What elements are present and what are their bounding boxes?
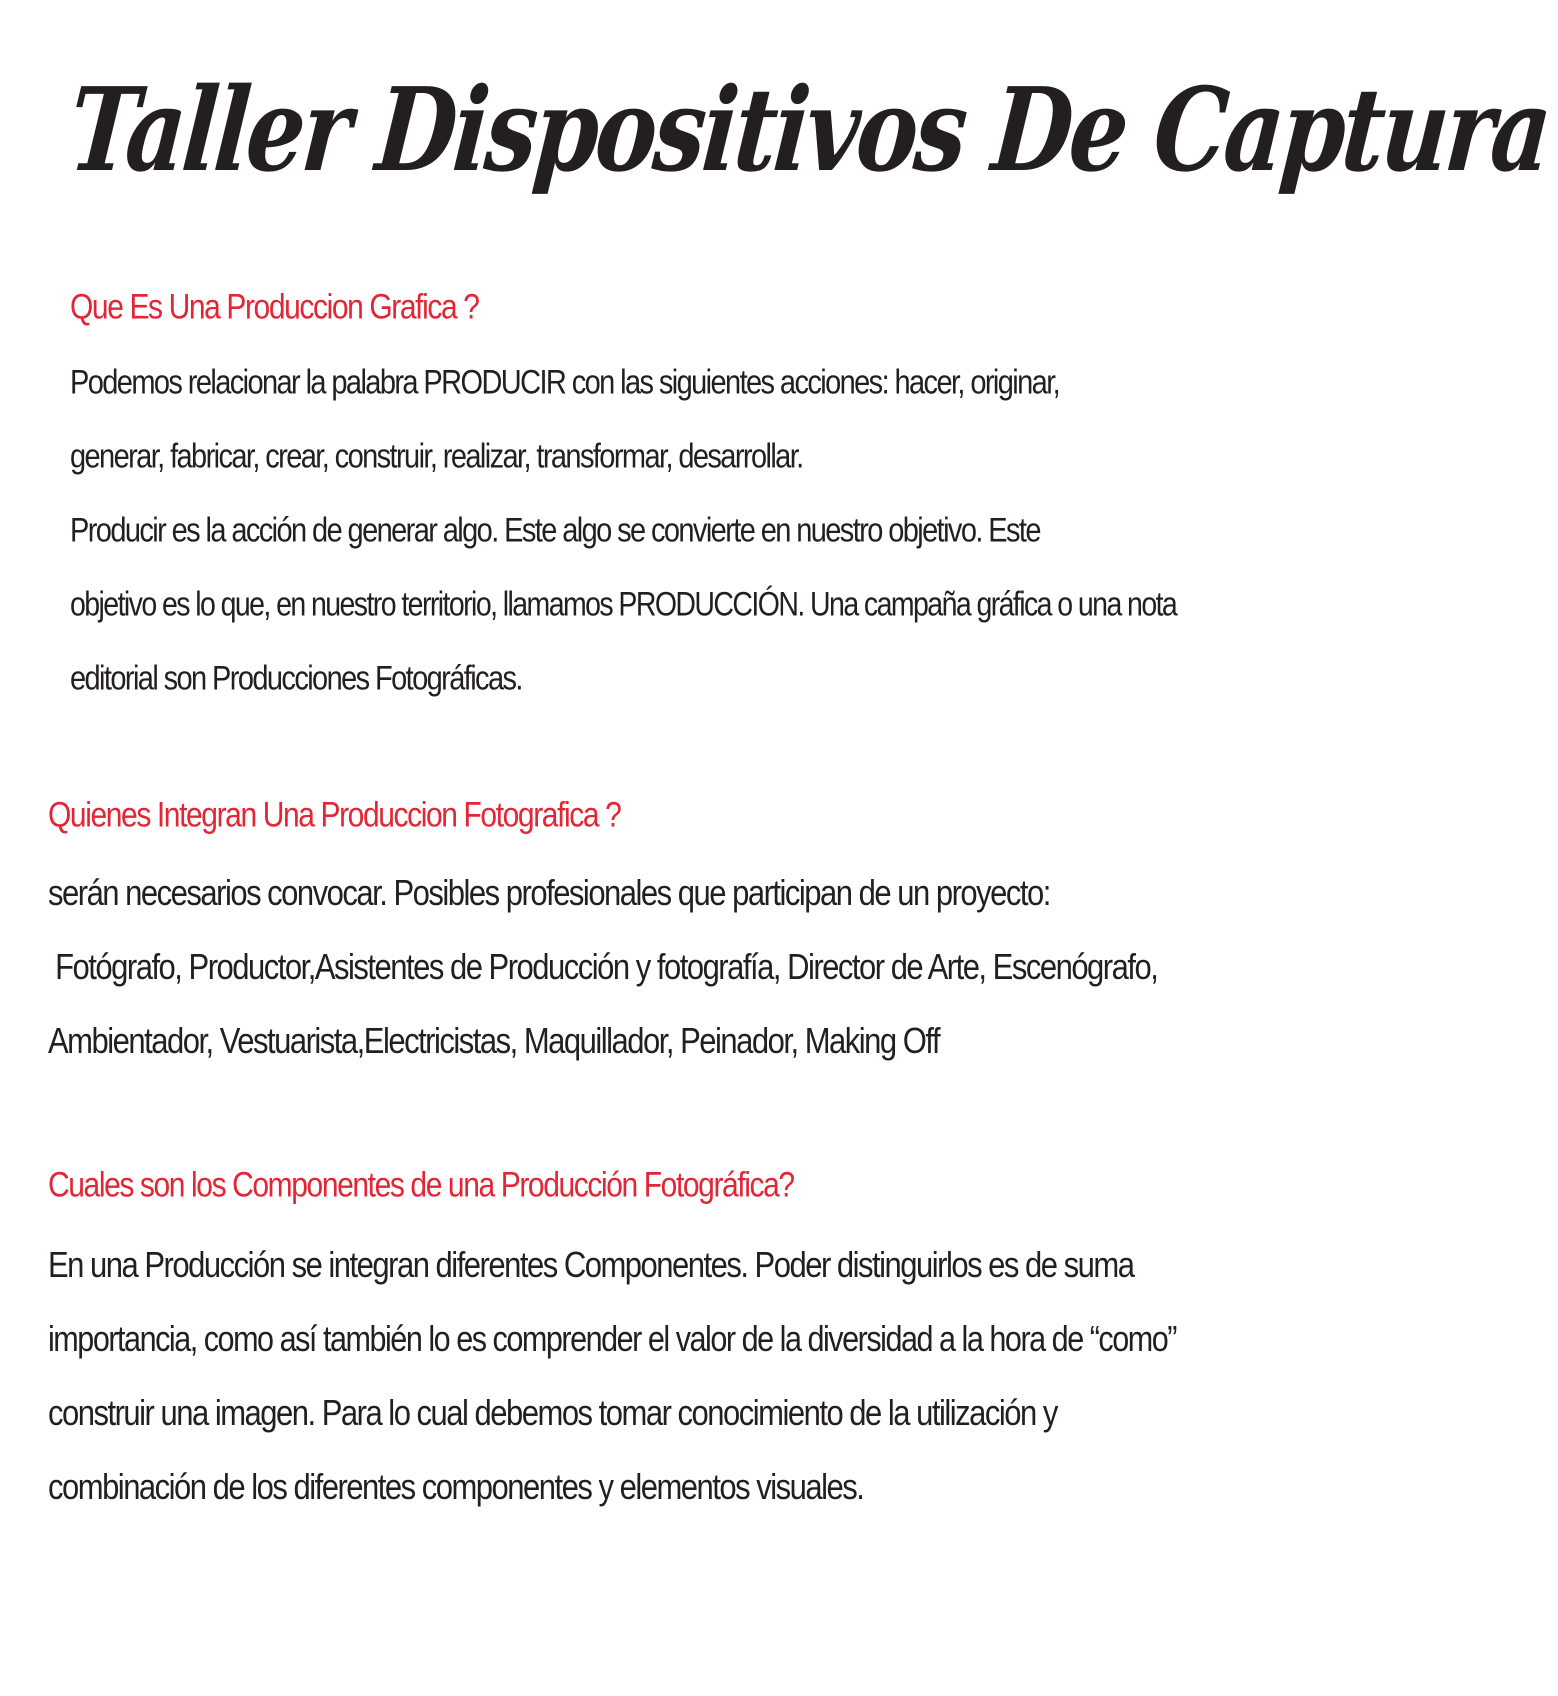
paragraph-line: Fotógrafo, Productor,Asistentes de Producción y fotografía, Director de Arte, Escenógrafo, [48, 946, 1158, 988]
paragraph-line: objetivo es lo que, en nuestro territorio, llamamos PRODUCCIÓN. Una campaña gráfica o una nota [70, 586, 1177, 624]
paragraph-line: Ambientador, Vestuarista,Electricistas, Maquillador, Peinador, Making Off [48, 1020, 940, 1062]
paragraph-line: En una Producción se integran diferentes Componentes. Poder distinguirlos es de suma [48, 1244, 1134, 1286]
section-heading: Quienes Integran Una Produccion Fotografica ? [48, 796, 621, 835]
paragraph-line: generar, fabricar, crear, construir, realizar, transformar, desarrollar. [70, 438, 803, 476]
paragraph-line: Producir es la acción de generar algo. Este algo se convierte en nuestro objetivo. Este [70, 512, 1040, 550]
document-title: Taller Dispositivos De Captura [64, 62, 1554, 198]
paragraph-line: editorial son Producciones Fotográficas. [70, 660, 522, 698]
paragraph-line: construir una imagen. Para lo cual debemos tomar conocimiento de la utilización y [48, 1392, 1057, 1434]
section-heading: Cuales son los Componentes de una Producción Fotográfica? [48, 1166, 794, 1205]
paragraph-line: combinación de los diferentes componentes y elementos visuales. [48, 1466, 864, 1508]
section-heading: Que Es Una Produccion Grafica ? [70, 288, 479, 327]
paragraph-line: importancia, como así también lo es comprender el valor de la diversidad a la hora de “como” [48, 1318, 1176, 1360]
paragraph-line: Podemos relacionar la palabra PRODUCIR con las siguientes acciones: hacer, originar, [70, 364, 1060, 402]
paragraph-line: serán necesarios convocar. Posibles profesionales que participan de un proyecto: [48, 872, 1050, 914]
